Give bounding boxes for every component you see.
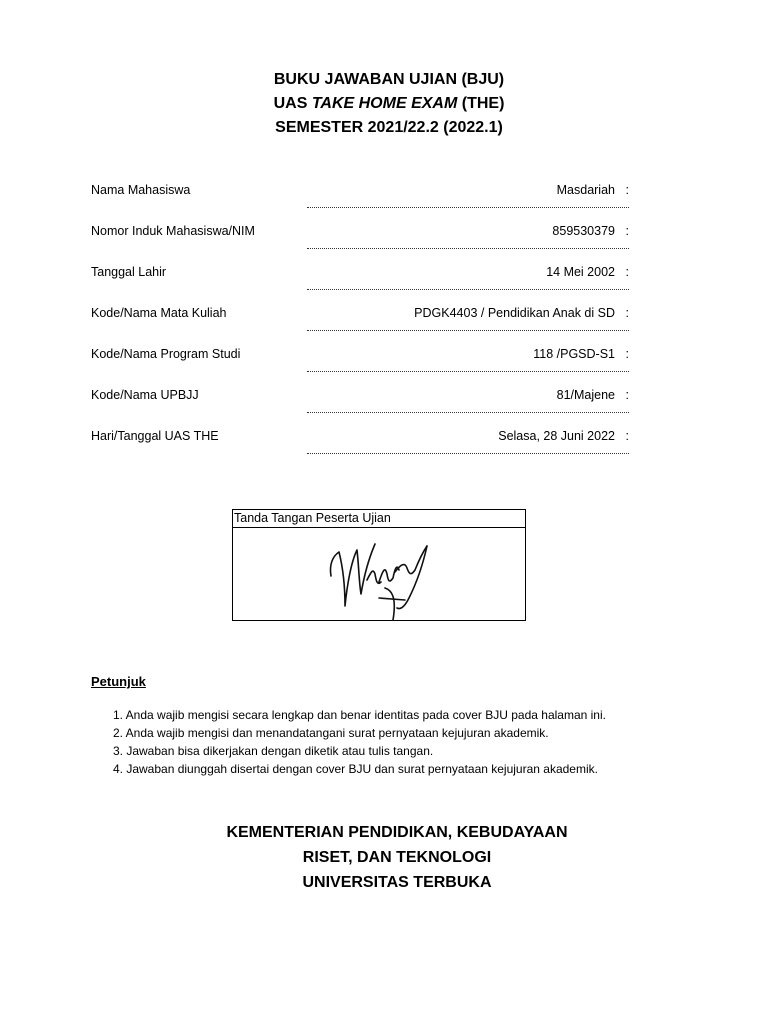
dotted-line: [307, 207, 629, 208]
field-label: Kode/Nama Program Studi: [91, 347, 241, 361]
field-label: Hari/Tanggal UAS THE: [91, 429, 219, 443]
field-value: 118 /PGSD-S1: [533, 347, 615, 361]
field-nama: [91, 180, 631, 221]
field-value: PDGK4403 / Pendidikan Anak di SD: [414, 306, 615, 320]
field-tanggal-uas: [91, 426, 631, 467]
field-program-studi: [91, 344, 631, 385]
signature-box: [232, 509, 526, 621]
field-label: Nama Mahasiswa: [91, 183, 191, 197]
signature-label: Tanda Tangan Peserta Ujian: [233, 510, 525, 528]
title-line-2-prefix: UAS: [273, 95, 312, 112]
dotted-line: [307, 412, 629, 413]
dotted-line: [307, 371, 629, 372]
field-value: Masdariah: [556, 183, 615, 197]
footer-line-3: UNIVERSITAS TERBUKA: [302, 874, 492, 891]
field-label: Tanggal Lahir: [91, 265, 167, 279]
field-colon: :: [625, 224, 629, 238]
field-value: 14 Mei 2002: [546, 265, 615, 279]
dotted-line: [307, 453, 629, 454]
field-colon: :: [625, 388, 629, 402]
list-item: 4. Jawaban diunggah disertai dengan cover BJU dan surat pernyataan kejujuran akademik.: [113, 762, 598, 776]
field-value: 81/Majene: [556, 388, 615, 402]
list-item: 2. Anda wajib mengisi dan menandatangani surat pernyataan kejujuran akademik.: [113, 726, 549, 740]
petunjuk-heading: Petunjuk: [91, 674, 146, 689]
title-line-3: SEMESTER 2021/22.2 (2022.1): [275, 119, 503, 136]
field-colon: :: [625, 347, 629, 361]
field-tanggal-lahir: [91, 262, 631, 303]
title-line-1: BUKU JAWABAN UJIAN (BJU): [273, 71, 505, 88]
field-value: Selasa, 28 Juni 2022: [498, 429, 615, 443]
field-nim: [91, 221, 631, 262]
field-colon: :: [625, 429, 629, 443]
field-label: Nomor Induk Mahasiswa/NIM: [91, 224, 255, 238]
field-label: Kode/Nama Mata Kuliah: [91, 306, 227, 320]
field-mata-kuliah: [91, 303, 631, 344]
field-label: Kode/Nama UPBJJ: [91, 388, 199, 402]
document-title: [0, 68, 768, 140]
field-upbjj: [91, 385, 631, 426]
dotted-line: [307, 248, 629, 249]
identity-fields: [91, 180, 631, 467]
dotted-line: [307, 289, 629, 290]
footer-line-1: KEMENTERIAN PENDIDIKAN, KEBUDAYAAN: [226, 824, 568, 841]
instruction-list: [113, 706, 606, 778]
signature-image: [233, 528, 525, 620]
list-item: 1. Anda wajib mengisi secara lengkap dan benar identitas pada cover BJU pada halaman ini.: [113, 708, 606, 722]
footer-line-2: RISET, DAN TEKNOLOGI: [302, 849, 492, 866]
field-colon: :: [625, 183, 629, 197]
field-value: 859530379: [552, 224, 615, 238]
field-colon: :: [625, 265, 629, 279]
institution-footer: [0, 820, 768, 895]
title-line-2-italic: TAKE HOME EXAM: [311, 95, 458, 112]
dotted-line: [307, 330, 629, 331]
title-line-2-suffix: (THE): [457, 95, 505, 112]
list-item: 3. Jawaban bisa dikerjakan dengan diketik atau tulis tangan.: [113, 744, 434, 758]
field-colon: :: [625, 306, 629, 320]
title-line-2: [0, 92, 768, 116]
